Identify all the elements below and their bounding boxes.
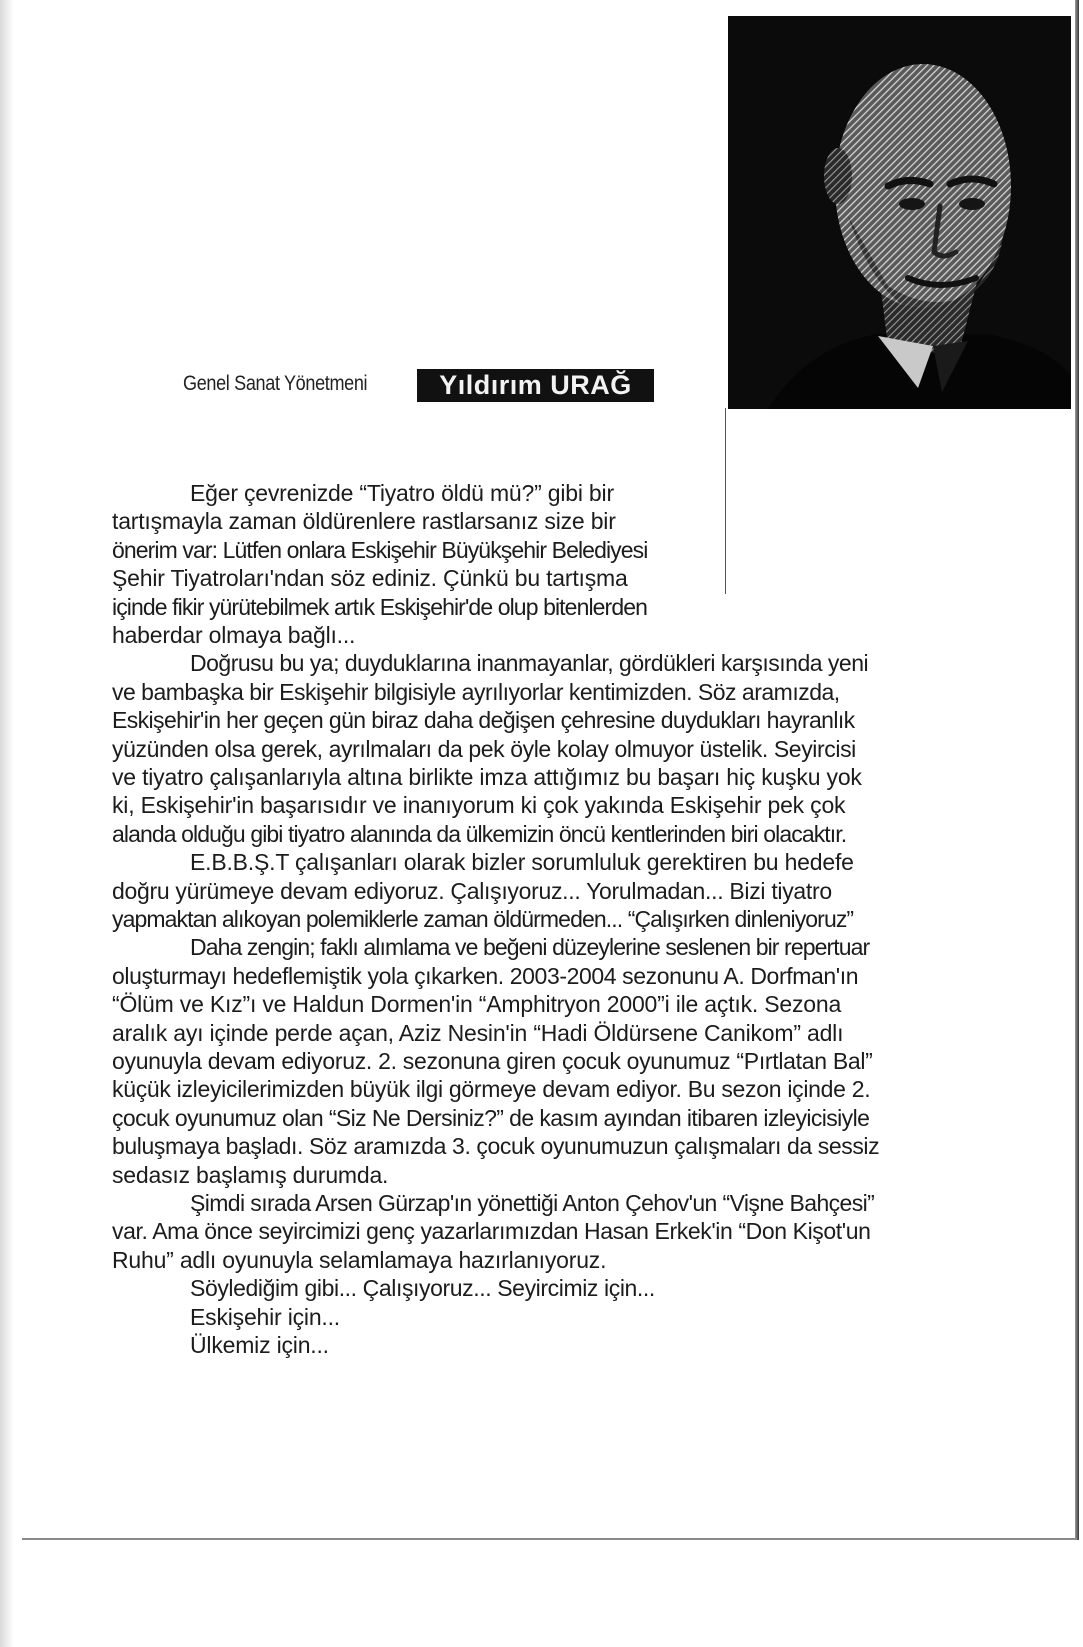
body-line: önerim var: Lütfen onlara Eskişehir Büyükşehir Belediyesi bbox=[112, 537, 648, 563]
column-divider bbox=[725, 408, 726, 594]
body-line: Doğrusu bu ya; duyduklarına inanmayanlar, gördükleri karşısında yeni bbox=[190, 650, 869, 676]
body-line: doğru yürümeye devam ediyoruz. Çalışıyoruz... Yorulmadan... Bizi tiyatro bbox=[112, 878, 832, 904]
body-line: Söylediğim gibi... Çalışıyoruz... Seyircimiz için... bbox=[190, 1275, 655, 1301]
body-line: Daha zengin; faklı alımlama ve beğeni düzeylerine seslenen bir repertuar bbox=[190, 934, 870, 960]
body-line: yüzünden olsa gerek, ayrılmaları da pek öyle kolay olmuyor üstelik. Seyircisi bbox=[112, 736, 856, 762]
body-line: içinde fikir yürütebilmek artık Eskişehir'de olup bitenlerden bbox=[112, 594, 647, 620]
portrait-illustration bbox=[728, 16, 1071, 409]
scan-shadow bbox=[0, 0, 14, 1647]
body-line: Eğer çevrenizde “Tiyatro öldü mü?” gibi bir bbox=[190, 480, 614, 506]
body-line: buluşmaya başladı. Söz aramızda 3. çocuk oyunumuzun çalışmaları da sessiz bbox=[112, 1133, 880, 1159]
body-line: oyunuyla devam ediyoruz. 2. sezonuna giren çocuk oyunumuz “Pırtlatan Bal” bbox=[112, 1048, 873, 1074]
body-line: aralık ayı içinde perde açan, Aziz Nesin'in “Hadi Öldürsene Canikom” adlı bbox=[112, 1020, 844, 1046]
body-line: tartışmayla zaman öldürenlere rastlarsanız size bir bbox=[112, 508, 616, 534]
body-line: sedasız başlamış durumda. bbox=[112, 1162, 389, 1188]
body-line: küçük izleyicilerimizden büyük ilgi görmeye devam ediyor. Bu sezon içinde 2. bbox=[112, 1076, 871, 1102]
body-line: Şehir Tiyatroları'ndan söz ediniz. Çünkü bu tartışma bbox=[112, 565, 628, 591]
body-line: Ruhu” adlı oyunuyla selamlamaya hazırlanıyoruz. bbox=[112, 1247, 607, 1273]
body-line: E.B.B.Ş.T çalışanları olarak bizler sorumluluk gerektiren bu hedefe bbox=[190, 849, 854, 875]
director-role-label: Genel Sanat Yönetmeni bbox=[183, 372, 368, 395]
page-right-edge bbox=[1075, 0, 1079, 1540]
body-line: var. Ama önce seyircimizi genç yazarlarımızdan Hasan Erkek'in “Don Kişot'un bbox=[112, 1218, 871, 1244]
body-line: oluşturmayı hedeflemiştik yola çıkarken. 2003-2004 sezonunu A. Dorfman'ın bbox=[112, 963, 859, 989]
body-line: ve bambaşka bir Eskişehir bilgisiyle ayrılıyorlar kentimizden. Söz aramızda, bbox=[112, 679, 840, 705]
body-line: alanda olduğu gibi tiyatro alanında da ülkemizin öncü kentlerinden biri olacaktır. bbox=[112, 821, 847, 847]
body-line: Şimdi sırada Arsen Gürzap'ın yönettiği Anton Çehov'un “Vişne Bahçesi” bbox=[190, 1190, 875, 1216]
page-bottom-edge bbox=[22, 1538, 1077, 1540]
body-line: ve tiyatro çalışanlarıyla altına birlikte imza attığımız bu başarı hiç kuşku yok bbox=[112, 764, 862, 790]
body-line: “Ölüm ve Kız”ı ve Haldun Dormen'in “Amphitryon 2000”i ile açtık. Sezona bbox=[112, 991, 842, 1017]
body-line: Eskişehir'in her geçen gün biraz daha değişen çehresine duydukları hayranlık bbox=[112, 707, 855, 733]
body-line: ki, Eskişehir'in başarısıdır ve inanıyorum ki çok yakında Eskişehir pek çok bbox=[112, 792, 846, 818]
body-line: çocuk oyunumuz olan “Siz Ne Dersiniz?” de kasım ayından itibaren izleyicisiyle bbox=[112, 1105, 870, 1131]
body-line: Eskişehir için... bbox=[190, 1304, 340, 1330]
body-line: haberdar olmaya bağlı... bbox=[112, 622, 356, 648]
body-line: yapmaktan alıkoyan polemiklerle zaman öldürmeden... “Çalışırken dinleniyoruz” bbox=[112, 906, 854, 932]
body-line: Ülkemiz için... bbox=[190, 1332, 329, 1358]
director-name-banner: Yıldırım URAĞ bbox=[417, 369, 654, 402]
portrait-photo bbox=[728, 16, 1071, 409]
